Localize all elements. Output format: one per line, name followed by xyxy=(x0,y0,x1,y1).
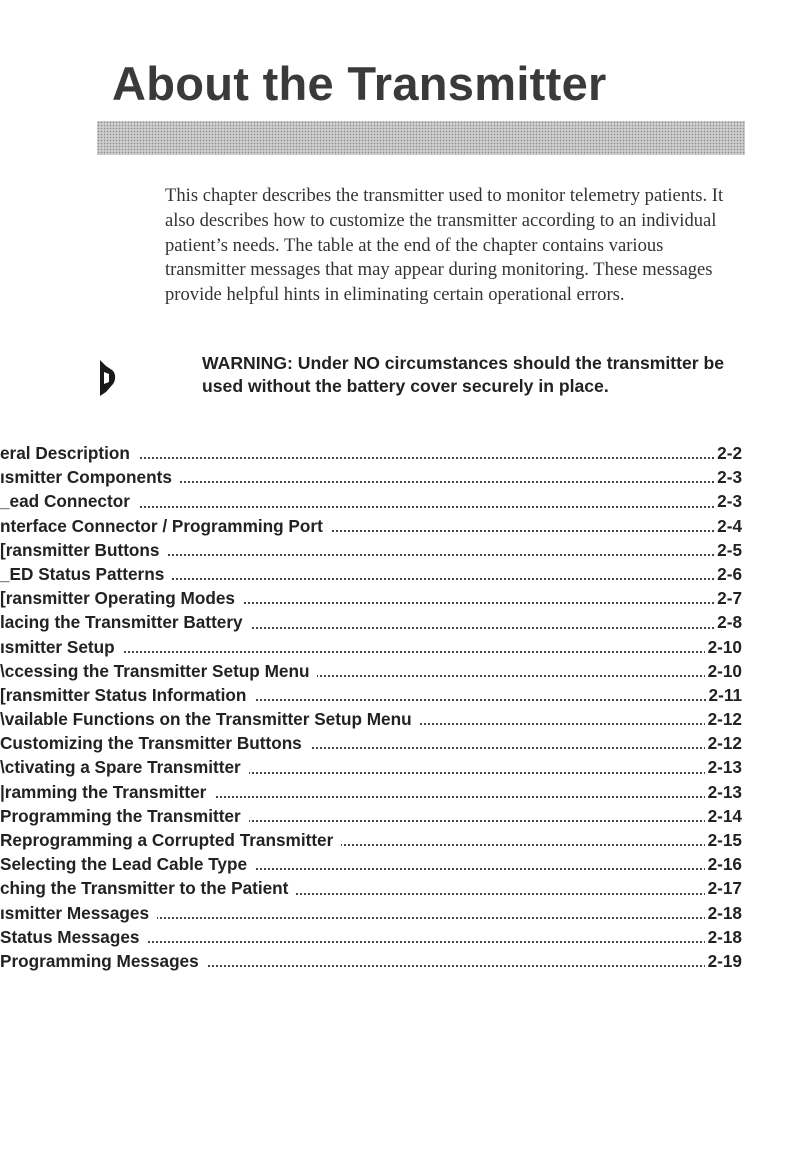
toc-entry-page: 2-18 xyxy=(705,901,742,925)
toc-entry[interactable] xyxy=(0,780,746,804)
toc-entry-page: 2-16 xyxy=(705,852,742,876)
toc-entry-label: Customizing the Transmitter Buttons xyxy=(0,733,310,753)
toc-entry-page: 2-2 xyxy=(714,441,742,465)
toc-entry[interactable] xyxy=(0,731,746,755)
toc-entry-page: 2-13 xyxy=(705,755,742,779)
toc-entry[interactable] xyxy=(0,441,746,465)
intro-paragraph: This chapter describes the transmitter used to monitor telemetry patients. It also describes how to customize the transmitter according to an individual patient’s needs. The table at the end of the chapter contains various transmitter messages that may appear during monitoring. These messages provide helpful hints in eliminating certain operational errors. xyxy=(165,185,724,306)
toc-entry-label: _ead Connector xyxy=(0,491,138,511)
toc-entry-label: eral Description xyxy=(0,443,138,463)
toc-entry-page: 2-10 xyxy=(705,635,742,659)
toc-entry[interactable] xyxy=(0,949,746,973)
toc-entry-label: [ransmitter Buttons xyxy=(0,540,167,560)
toc-entry-label: Reprogramming a Corrupted Transmitter xyxy=(0,830,341,850)
toc-entry-label: \ccessing the Transmitter Setup Menu xyxy=(0,661,317,681)
toc-entry-label: ısmitter Setup xyxy=(0,637,123,657)
toc-entry[interactable] xyxy=(0,925,746,949)
toc-entry[interactable] xyxy=(0,804,746,828)
toc-entry-page: 2-3 xyxy=(714,465,742,489)
toc-entry-label: lacing the Transmitter Battery xyxy=(0,612,251,632)
toc-entry[interactable] xyxy=(0,465,746,489)
toc-entry-page: 2-6 xyxy=(714,562,742,586)
toc-entry[interactable] xyxy=(0,659,746,683)
toc-entry-label: \ctivating a Spare Transmitter xyxy=(0,757,249,777)
table-of-contents xyxy=(0,441,746,973)
toc-entry-page: 2-11 xyxy=(706,683,742,707)
toc-entry[interactable] xyxy=(0,876,746,900)
toc-entry-page: 2-14 xyxy=(705,804,742,828)
toc-entry-page: 2-4 xyxy=(714,514,742,538)
toc-entry-page: 2-15 xyxy=(705,828,742,852)
toc-entry[interactable] xyxy=(0,683,746,707)
toc-entry-label: ısmitter Messages xyxy=(0,903,157,923)
toc-entry-label: nterface Connector / Programming Port xyxy=(0,516,331,536)
toc-entry[interactable] xyxy=(0,635,746,659)
page-title: About the Transmitter xyxy=(112,57,607,110)
toc-entry-label: Programming Messages xyxy=(0,951,207,971)
toc-entry-page: 2-10 xyxy=(705,659,742,683)
hand-pointer-icon xyxy=(96,358,118,398)
toc-entry[interactable] xyxy=(0,707,746,731)
toc-entry-page: 2-5 xyxy=(714,538,742,562)
toc-entry-page: 2-13 xyxy=(705,780,742,804)
toc-entry[interactable] xyxy=(0,755,746,779)
toc-entry-page: 2-12 xyxy=(705,707,742,731)
toc-entry[interactable] xyxy=(0,901,746,925)
toc-entry-page: 2-18 xyxy=(705,925,742,949)
toc-entry[interactable] xyxy=(0,610,746,634)
toc-entry-page: 2-3 xyxy=(714,489,742,513)
toc-entry-page: 2-7 xyxy=(714,586,742,610)
toc-entry-label: _ED Status Patterns xyxy=(0,564,172,584)
toc-entry[interactable] xyxy=(0,852,746,876)
toc-entry[interactable] xyxy=(0,538,746,562)
toc-entry-label: \vailable Functions on the Transmitter Setup Menu xyxy=(0,709,420,729)
toc-entry-label: Selecting the Lead Cable Type xyxy=(0,854,255,874)
toc-entry[interactable] xyxy=(0,489,746,513)
toc-entry[interactable] xyxy=(0,514,746,538)
toc-entry-page: 2-8 xyxy=(714,610,742,634)
toc-entry[interactable] xyxy=(0,562,746,586)
toc-entry-label: [ransmitter Operating Modes xyxy=(0,588,243,608)
toc-entry-page: 2-12 xyxy=(705,731,742,755)
toc-entry-label: ching the Transmitter to the Patient xyxy=(0,878,296,898)
toc-entry[interactable] xyxy=(0,586,746,610)
toc-entry-label: Programming the Transmitter xyxy=(0,806,249,826)
toc-entry-page: 2-17 xyxy=(705,876,742,900)
toc-entry-label: |ramming the Transmitter xyxy=(0,782,214,802)
toc-entry-label: ısmitter Components xyxy=(0,467,180,487)
toc-entry[interactable] xyxy=(0,828,746,852)
warning-text: WARNING: Under NO circumstances should the transmitter be used without the battery cover securely in place. xyxy=(202,353,725,396)
toc-entry-label: [ransmitter Status Information xyxy=(0,685,254,705)
toc-entry-page: 2-19 xyxy=(705,949,742,973)
title-rule-bar xyxy=(97,121,745,155)
toc-entry-label: Status Messages xyxy=(0,927,147,947)
